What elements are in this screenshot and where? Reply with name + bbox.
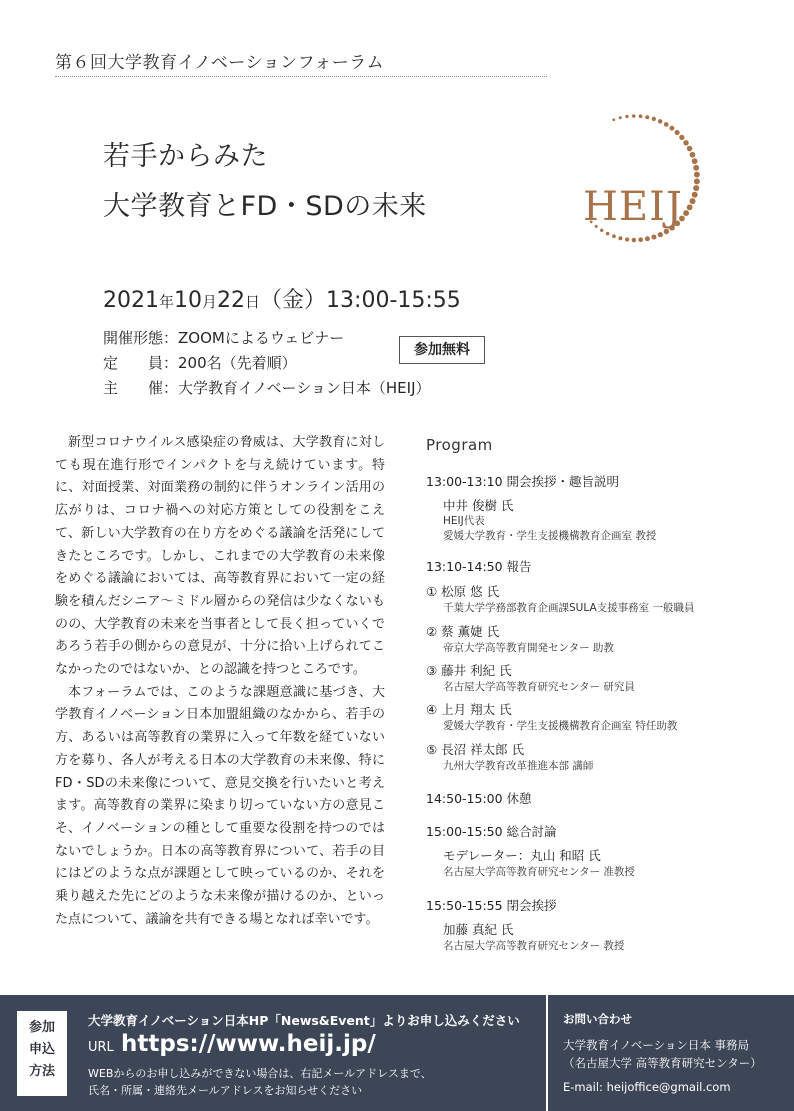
- logo-dot: [687, 204, 693, 210]
- logo-dot: [632, 114, 636, 118]
- date-day: 22: [217, 288, 246, 313]
- method-label-line2: 申込: [28, 1042, 55, 1057]
- reports-time: 13:10-14:50 報告: [426, 559, 532, 574]
- report-affiliation-4: 愛媛大学教育・学生支援機構教育企画室 特任助教: [443, 720, 678, 732]
- report-affiliation-5: 九州大学教育改革推進本部 講師: [443, 760, 594, 772]
- logo-dot: [675, 130, 680, 135]
- break-time: 14:50-15:00 休憩: [426, 791, 532, 806]
- logo-dot: [690, 152, 696, 158]
- closing-time: 15:50-15:55 閉会挨拶: [426, 898, 557, 913]
- opening-speaker: 中井 俊樹 氏: [443, 498, 514, 513]
- event-format: 開催形態：ZOOMによるウェビナー: [103, 329, 345, 347]
- date-month: 10: [174, 288, 203, 313]
- date-month-unit: 月: [202, 293, 218, 311]
- opening-role: HEIJ代表: [443, 515, 485, 527]
- event-title-line2: 大学教育とFD・SDの未来: [103, 191, 427, 222]
- logo-dot: [652, 117, 656, 121]
- logo-wordmark: HEIJ: [583, 184, 683, 230]
- event-date: [103, 283, 461, 314]
- logo-dot: [679, 135, 684, 140]
- method-label-line3: 方法: [28, 1064, 55, 1079]
- event-title-line1: 若手からみた: [103, 141, 268, 172]
- logo-dot: [612, 118, 615, 121]
- logo-dot: [664, 122, 669, 127]
- logo-dot: [612, 234, 616, 238]
- program-heading: Program: [426, 436, 493, 454]
- application-url-link[interactable]: https://www.heij.jp/: [121, 1031, 376, 1057]
- discussion-time: 15:00-15:50 総合討論: [426, 824, 557, 839]
- logo-dot: [658, 232, 663, 237]
- logo-dot: [619, 116, 622, 119]
- series-divider: [55, 76, 547, 77]
- logo-dot: [618, 236, 622, 240]
- logo-dot: [606, 232, 610, 236]
- event-capacity: 定 員：200名（先着順）: [103, 354, 297, 372]
- discussion-affiliation: 名古屋大学高等教育研究センター 准教授: [443, 866, 635, 878]
- logo-dot: [625, 237, 629, 241]
- logo-dot: [645, 115, 649, 119]
- report-speaker-3: ③ 藤井 利紀 氏: [426, 663, 512, 678]
- contact-organization-sub: （名古屋大学 高等教育研究センター）: [563, 1056, 762, 1070]
- method-label-line1: 参加: [28, 1020, 55, 1035]
- footer-note-line1: WEBからのお申し込みができない場合は、右記メールアドレスまで、: [88, 1067, 432, 1080]
- logo-dot: [683, 140, 688, 145]
- logo-dot: [693, 165, 699, 171]
- logo-dot: [692, 158, 698, 164]
- report-speaker-5: ⑤ 長沼 祥太郎 氏: [426, 742, 525, 757]
- report-affiliation-3: 名古屋大学高等教育研究センター 研究員: [443, 681, 635, 693]
- logo-dot: [625, 115, 628, 118]
- contact-organization: 大学教育イノベーション日本 事務局: [563, 1038, 750, 1052]
- date-year: 2021: [103, 288, 159, 313]
- date-year-unit: 年: [159, 293, 175, 311]
- logo-dot: [694, 178, 700, 184]
- logo-dot: [692, 192, 698, 198]
- report-affiliation-2: 帝京大学高等教育開発センター 助教: [443, 642, 614, 654]
- opening-affiliation: 愛媛大学教育・学生支援機構教育企画室 教授: [443, 530, 657, 542]
- footer-note-line2: 氏名・所属・連絡先メールアドレスをお知らせください: [88, 1084, 363, 1097]
- logo-dot: [693, 185, 699, 191]
- report-affiliation-1: 千葉大学学務部教育企画課SULA支援事務室 一般職員: [443, 602, 695, 614]
- report-speaker-2: ② 蔡 薫婕 氏: [426, 624, 500, 639]
- free-admission-badge: 参加無料: [399, 336, 485, 364]
- logo-dot: [658, 119, 663, 124]
- series-title: 第６回大学教育イノベーションフォーラム: [55, 53, 385, 73]
- url-label: URL: [88, 1040, 114, 1055]
- intro-paragraph-2: 本フォーラムでは、このような課題意識に基づき、大学教育イノベーション日本加盟組織のなかから、若手の方、あるいは高等教育の業界に入って年数を経ていない方を募り、各人が考える日本の大学教育の未来像、特にFD・SDの未来像について、意見交換を行いたいと考えます。高等教育の業界に染まり切っていない方の意見こそ、イノベーションの種として重要な役割を持つのではないでしょうか。日本の高等教育界について、若手の目にはどのような点が課題として映っているのか、それを乗り越えた先にどのような未来像が描けるのか、といった点について、議論を共有できる場となれば幸いです。: [55, 684, 385, 927]
- logo-dot: [690, 198, 696, 204]
- logo-dot: [687, 146, 693, 152]
- event-host: 主 催：大学教育イノベーション日本（HEIJ）: [103, 379, 431, 397]
- discussion-moderator: モデレーター：丸山 和昭 氏: [443, 848, 601, 863]
- footer-divider: [546, 995, 548, 1111]
- report-speaker-4: ④ 上月 翔太 氏: [426, 702, 512, 717]
- intro-paragraph-1: 新型コロナウイルス感染症の脅威は、大学教育に対しても現在進行形でインパクトを与え続けています。特に、対面授業、対面業務の制約に伴うオンライン活用の広がりは、コロナ禍への対応方策としての役割をこえて、新しい大学教育の在り方をめぐる議論を活発にしてきたところです。しかし、これまでの大学教育の未来像をめぐる議論においては、高等教育界において一定の経験を積んだシニア〜ミドル層からの発信は少なくないものの、大学教育の未来を当事者として長く担っていくであろう若手の側からの意見が、十分に拾い上げられてこなかったのではないか、との認識を持つところです。: [55, 435, 385, 678]
- report-speaker-1: ① 松原 悠 氏: [426, 584, 500, 599]
- logo-dot: [645, 236, 650, 241]
- logo-dot: [669, 126, 674, 131]
- apply-instruction: 大学教育イノベーション日本HP「News&Event」よりお申し込みください: [88, 1013, 520, 1028]
- logo-dot: [694, 172, 700, 178]
- logo-dot: [639, 114, 643, 118]
- closing-speaker: 加藤 真紀 氏: [443, 922, 514, 937]
- date-weekday-time: （金）13:00-15:55: [260, 288, 461, 313]
- closing-affiliation: 名古屋大学高等教育研究センター 教授: [443, 940, 625, 952]
- contact-heading: お問い合わせ: [563, 1012, 632, 1026]
- logo-dot: [632, 238, 637, 243]
- logo-dot: [651, 234, 656, 239]
- application-method-label: [17, 1011, 67, 1096]
- logo-dot: [638, 237, 643, 242]
- intro-text: [55, 432, 385, 931]
- date-day-unit: 日: [245, 293, 261, 311]
- logo-dot: [683, 210, 689, 216]
- opening-time: 13:00-13:10 開会挨拶・趣旨説明: [426, 474, 620, 489]
- contact-email-link[interactable]: E-mail: heijoffice@gmail.com: [563, 1080, 731, 1094]
- heij-logo: [566, 108, 704, 248]
